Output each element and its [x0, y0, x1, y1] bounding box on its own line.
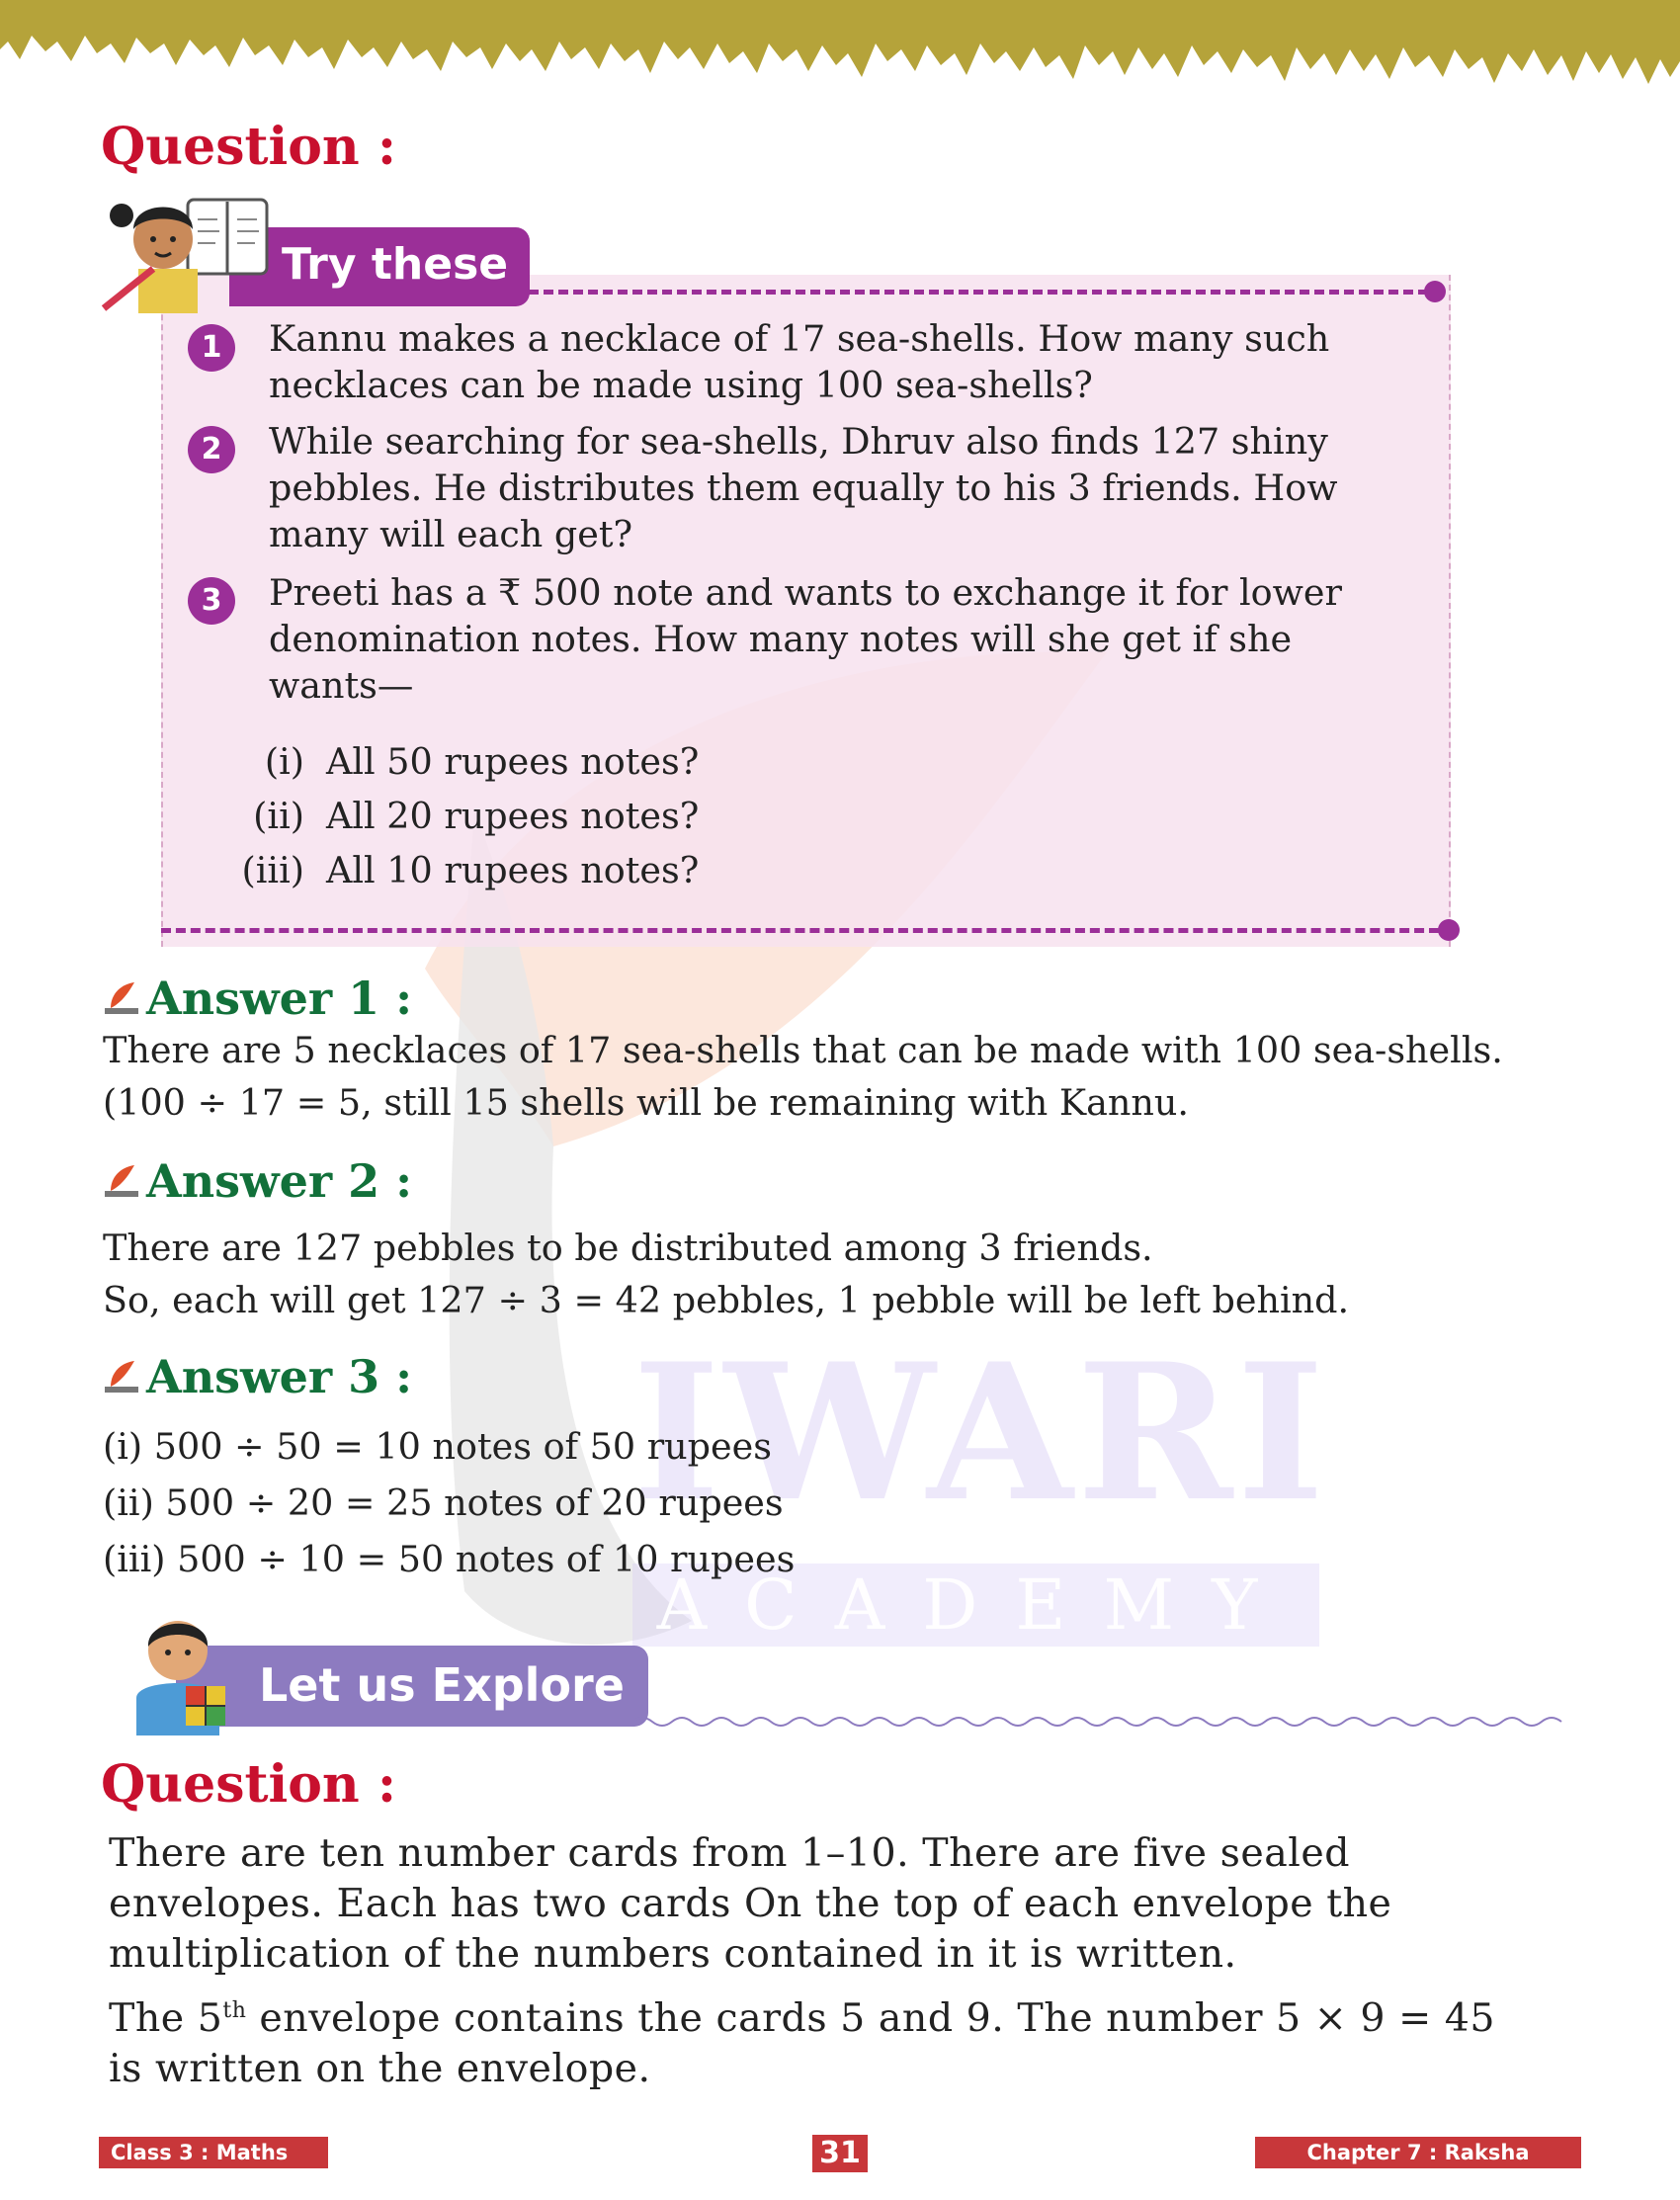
question-line: many will each get? — [269, 513, 633, 555]
answer-line: There are 127 pebbles to be distributed among 3 friends. — [103, 1227, 1153, 1269]
border-dot — [1424, 281, 1446, 302]
answer-2-heading: Answer 2 : — [146, 1154, 413, 1208]
answer-line: (100 ÷ 17 = 5, still 15 shells will be remaining with Kannu. — [103, 1081, 1189, 1124]
answer-3-text — [103, 1418, 1536, 1587]
pen-logo-icon — [103, 1161, 140, 1199]
answer-3-heading: Answer 3 : — [146, 1350, 413, 1403]
answer-line: (ii) 500 ÷ 20 = 25 notes of 20 rupees — [103, 1481, 784, 1524]
dashed-border-top — [529, 290, 1428, 295]
sub-question-text: All 50 rupees notes? — [326, 740, 700, 783]
answer-line: There are 5 necklaces of 17 sea-shells that can be made with 100 sea-shells. — [103, 1029, 1503, 1071]
try-question-1 — [269, 315, 1405, 408]
explore-line: There are ten number cards from 1–10. There are five sealed — [109, 1830, 1351, 1876]
pen-logo-icon — [103, 1357, 140, 1395]
boy-rubiks-cube-icon — [117, 1609, 255, 1737]
question-line: necklaces can be made using 100 sea-shells? — [269, 364, 1093, 406]
girl-reading-icon — [94, 190, 272, 318]
explore-line: multiplication of the numbers contained in it is written. — [109, 1931, 1237, 1977]
page-number: 31 — [812, 2135, 868, 2172]
watermark-subtext: ACADEMY — [632, 1564, 1319, 1647]
footer-chapter-label: Chapter 7 : Raksha Bandhan — [1255, 2137, 1581, 2168]
dashed-border-bottom — [161, 928, 1439, 933]
question-line: pebbles. He distributes them equally to his 3 friends. How — [269, 466, 1338, 509]
grass-border — [0, 0, 1680, 99]
sub-question-text: All 10 rupees notes? — [326, 849, 700, 891]
answer-line: (iii) 500 ÷ 10 = 50 notes of 10 rupees — [103, 1538, 796, 1580]
let-us-explore-label: Let us Explore — [259, 1658, 625, 1712]
try-question-2 — [269, 418, 1405, 557]
answer-1-text — [103, 1024, 1536, 1129]
question-number-badge: 1 — [188, 324, 235, 372]
answer-line: So, each will get 127 ÷ 3 = 42 pebbles, 1 pebble will be left behind. — [103, 1279, 1350, 1321]
sub-question-text: All 20 rupees notes? — [326, 795, 700, 837]
border-dot — [1438, 919, 1460, 941]
sub-question-roman: (i) — [264, 740, 304, 783]
sub-question — [225, 738, 699, 785]
try-question-3 — [269, 569, 1405, 709]
sub-question-roman: (iii) — [241, 849, 304, 891]
question-heading: Question : — [101, 1754, 397, 1815]
wavy-divider — [632, 1712, 1571, 1732]
answer-line: (i) 500 ÷ 50 = 10 notes of 50 rupees — [103, 1425, 772, 1468]
question-heading: Question : — [101, 117, 397, 177]
question-line: wants— — [269, 664, 414, 707]
answer-1-heading: Answer 1 : — [146, 972, 413, 1025]
question-number-badge: 3 — [188, 577, 235, 625]
try-these-label: Try these — [282, 239, 509, 290]
explore-question-text — [109, 1828, 1571, 2094]
pen-logo-icon — [103, 978, 140, 1016]
explore-line: The 5th envelope contains the cards 5 and 9. The number 5 × 9 = 45 — [109, 1995, 1495, 2042]
question-number-badge: 2 — [188, 426, 235, 473]
sub-question — [225, 793, 699, 839]
explore-line: envelopes. Each has two cards On the top of each envelope the — [109, 1881, 1392, 1926]
footer-class-label: Class 3 : Maths Mela — [99, 2137, 328, 2168]
answer-2-text — [103, 1222, 1536, 1326]
question-line: Kannu makes a necklace of 17 sea-shells. How many such — [269, 317, 1330, 360]
question-line: While searching for sea-shells, Dhruv also finds 127 shiny — [269, 420, 1328, 463]
explore-line: is written on the envelope. — [109, 2046, 651, 2092]
sub-question-roman: (ii) — [253, 795, 304, 837]
question-line: denomination notes. How many notes will she get if she — [269, 618, 1293, 660]
question-line: Preeti has a ₹ 500 note and wants to exchange it for lower — [269, 571, 1342, 614]
watermark-text: IWARI — [632, 1322, 1329, 1543]
sub-question — [225, 847, 699, 893]
